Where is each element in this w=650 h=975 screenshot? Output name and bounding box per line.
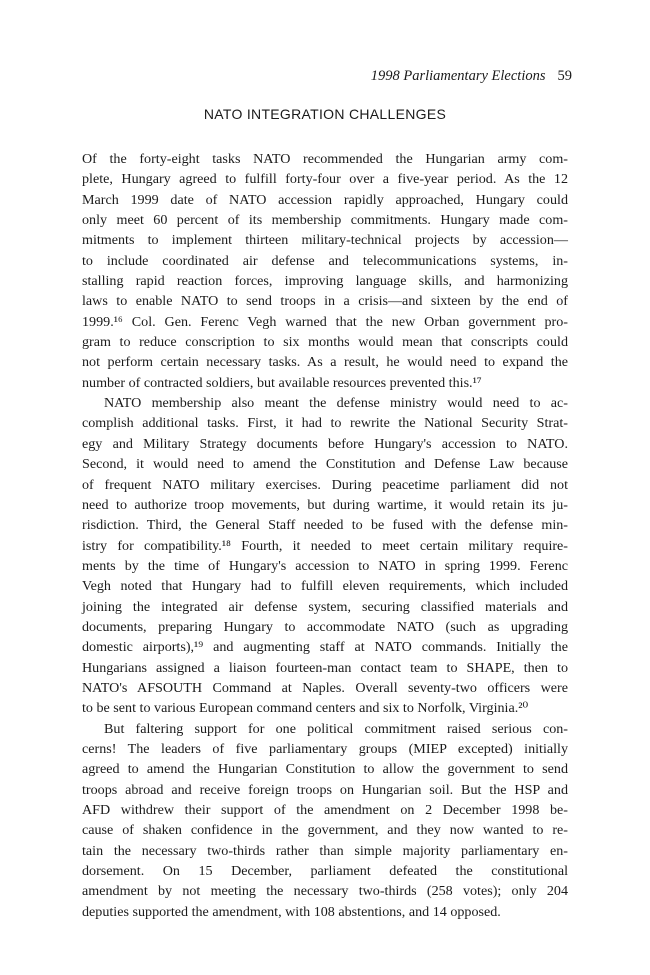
text-line: NATO membership also meant the defense ministry would need to ac- <box>104 395 568 412</box>
text-line: to be sent to various European command centers and six to Norfolk, Virginia.²⁰ <box>82 700 529 717</box>
text-line: domestic airports),¹⁹ and augmenting staff at NATO commands. Initially the <box>82 639 568 656</box>
text-line: cerns! The leaders of five parliamentary groups (MIEP excepted) initially <box>82 740 568 757</box>
text-line: tain the necessary two-thirds rather than simple majority parliamentary en- <box>82 842 568 859</box>
text-line: troops abroad and receive foreign troops on Hungarian soil. But the HSP and <box>82 781 568 798</box>
text-line: number of contracted soldiers, but available resources prevented this.¹⁷ <box>82 374 482 391</box>
text-line: plete, Hungary agreed to fulfill forty-four over a five-year period. As the 12 <box>82 171 568 188</box>
text-line: complish additional tasks. First, it had to rewrite the National Security Strat- <box>82 415 568 432</box>
text-line: March 1999 date of NATO accession rapidly approached, Hungary could <box>82 191 568 208</box>
running-header <box>371 68 572 85</box>
text-line: But faltering support for one political commitment raised serious con- <box>104 720 568 737</box>
text-line: ments by the time of Hungary's accession to NATO in spring 1999. Ferenc <box>82 557 568 574</box>
text-line: not perform certain necessary tasks. As a result, he would need to expand the <box>82 354 568 371</box>
text-line: Second, it would need to amend the Constitution and Defense Law because <box>82 456 568 473</box>
text-line: need to authorize troop movements, but during wartime, it would retain its ju- <box>82 496 568 513</box>
text-line: amendment by not meeting the necessary two-thirds (258 votes); only 204 <box>82 883 568 900</box>
text-line: Hungarians assigned a liaison fourteen-man contact team to SHAPE, then to <box>82 659 568 676</box>
section-title: NATO INTEGRATION CHALLENGES <box>203 106 447 122</box>
text-line: dorsement. On 15 December, parliament defeated the constitutional <box>82 863 568 880</box>
text-line: laws to enable NATO to send troops in a crisis—and sixteen by the end of <box>82 293 568 310</box>
text-line: joining the integrated air defense system, securing classified materials and <box>82 598 568 615</box>
text-line: egy and Military Strategy documents before Hungary's accession to NATO. <box>82 435 568 452</box>
text-line: Vegh noted that Hungary had to fulfill eleven requirements, which included <box>82 578 568 595</box>
text-line: to include coordinated air defense and telecommunications systems, in- <box>82 252 568 269</box>
paragraph-3 <box>82 719 568 922</box>
text-line: istry for compatibility.¹⁸ Fourth, it needed to meet certain military require- <box>82 537 568 554</box>
text-line: only meet 60 percent of its membership commitments. Hungary made com- <box>82 212 568 229</box>
text-line: stalling rapid reaction forces, improving language skills, and harmonizing <box>82 273 568 290</box>
text-line: AFD withdrew their support of the amendment on 2 December 1998 be- <box>82 802 568 818</box>
text-line: 1999.¹⁶ Col. Gen. Ferenc Vegh warned that the new Orban government pro- <box>82 313 568 330</box>
page-number: 59 <box>557 68 572 84</box>
running-title: 1998 Parliamentary Elections <box>370 68 546 84</box>
body-text <box>82 149 568 922</box>
text-line: agreed to amend the Hungarian Constitution to allow the government to send <box>82 761 568 778</box>
text-line: Of the forty-eight tasks NATO recommended the Hungarian army com- <box>82 151 568 167</box>
text-line: of frequent NATO military exercises. During peacetime parliament did not <box>82 476 568 493</box>
paragraph-1 <box>82 149 568 393</box>
text-line: cause of shaken confidence in the government, and they now wanted to re- <box>82 822 568 839</box>
text-line: mitments to implement thirteen military-technical projects by accession— <box>82 232 568 249</box>
text-line: documents, preparing Hungary to accommodate NATO (such as upgrading <box>82 618 568 635</box>
text-line: gram to reduce conscription to six months would mean that conscripts could <box>82 334 568 351</box>
text-line: deputies supported the amendment, with 108 abstentions, and 14 opposed. <box>82 903 501 920</box>
text-line: NATO's AFSOUTH Command at Naples. Overall seventy-two officers were <box>82 679 568 696</box>
paragraph-2 <box>82 393 568 719</box>
text-line: risdiction. Third, the General Staff needed to be fused with the defense min- <box>82 517 568 534</box>
